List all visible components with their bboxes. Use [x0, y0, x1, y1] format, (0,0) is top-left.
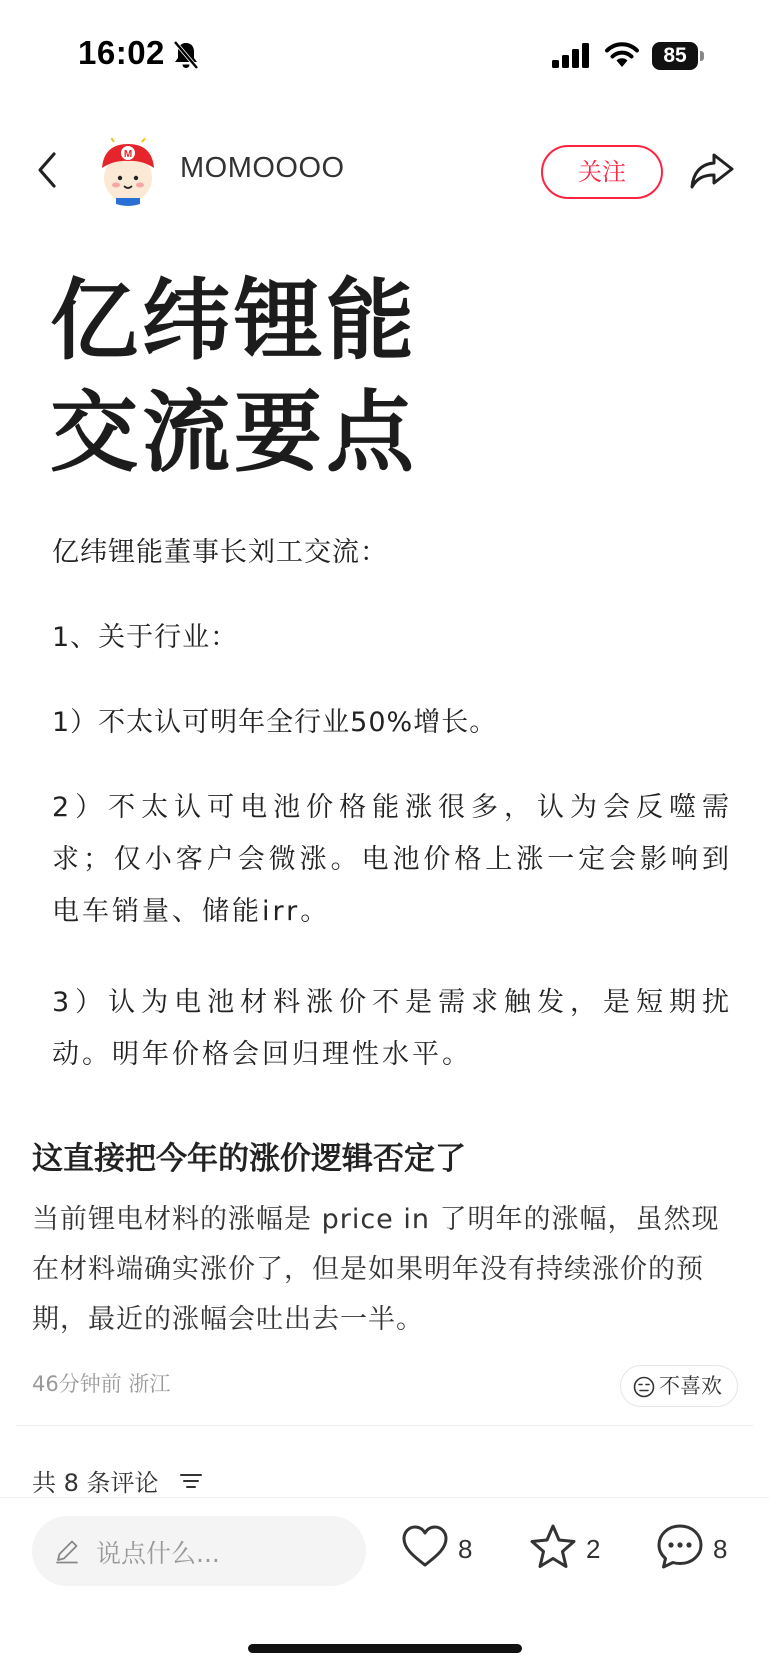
filter-icon[interactable]	[180, 1472, 202, 1490]
svg-text:M: M	[123, 149, 133, 160]
favorite-button[interactable]	[528, 1522, 608, 1578]
back-icon[interactable]	[30, 148, 66, 192]
like-button[interactable]	[400, 1522, 480, 1578]
cover-title-line1: 亿纬锂能	[50, 269, 419, 372]
cover-title	[50, 265, 650, 489]
follow-button[interactable]: 关注	[541, 145, 663, 199]
post-meta: 46分钟前 浙江	[32, 1372, 171, 1396]
author-name[interactable]: MOMOOOO	[180, 152, 345, 184]
signal-icon	[552, 43, 592, 69]
cover-paragraph: 亿纬锂能董事长刘工交流：	[52, 537, 388, 568]
post-title: 这直接把今年的涨价逻辑否定了	[32, 1141, 466, 1177]
comment-input-placeholder: 说点什么...	[96, 1539, 220, 1568]
wifi-icon	[604, 40, 640, 68]
comment-button[interactable]	[655, 1522, 735, 1578]
cover-paragraph: 3）认为电池材料涨价不是需求触发，是短期扰动。明年价格会回归理性水平。	[52, 987, 732, 1070]
post-body: 当前锂电材料的涨幅是 price in 了明年的涨幅，虽然现在材料端确实涨价了，但是如果明年没有持续涨价的预期，最近的涨幅会吐出去一半。	[32, 1204, 720, 1335]
comments-count: 共 8 条评论	[32, 1469, 159, 1497]
dislike-label: 不喜欢	[659, 1374, 722, 1398]
battery-level: 85	[652, 42, 698, 70]
share-icon[interactable]	[688, 150, 736, 192]
comment-input[interactable]	[32, 1516, 366, 1586]
pencil-icon	[54, 1538, 80, 1564]
battery-indicator	[652, 42, 704, 70]
comment-count: 8	[713, 1534, 728, 1564]
divider	[16, 1425, 753, 1426]
cover-paragraph: 1、关于行业：	[52, 622, 239, 653]
star-icon	[528, 1522, 578, 1572]
avatar[interactable]	[92, 134, 164, 206]
heart-icon	[400, 1522, 450, 1572]
like-count: 8	[458, 1534, 473, 1564]
post-header	[0, 130, 769, 210]
favorite-count: 2	[586, 1534, 601, 1564]
cover-title-line2: 交流要点	[50, 381, 419, 484]
avatar-image	[92, 134, 164, 206]
cover-paragraph: 1）不太认可明年全行业50%增长。	[52, 707, 498, 738]
home-indicator[interactable]	[248, 1644, 522, 1653]
bottom-bar	[0, 1497, 769, 1665]
dislike-face-icon	[633, 1376, 655, 1398]
bell-off-icon	[172, 40, 200, 70]
comment-icon	[655, 1522, 705, 1572]
cover-paragraph: 2）不太认可电池价格能涨很多，认为会反噬需求；仅小客户会微涨。电池价格上涨一定会影响到电车销量、储能irr。	[52, 792, 732, 927]
battery-cap	[700, 51, 704, 61]
dislike-button[interactable]	[620, 1365, 738, 1407]
status-bar	[0, 0, 769, 110]
status-time: 16:02	[78, 34, 165, 71]
